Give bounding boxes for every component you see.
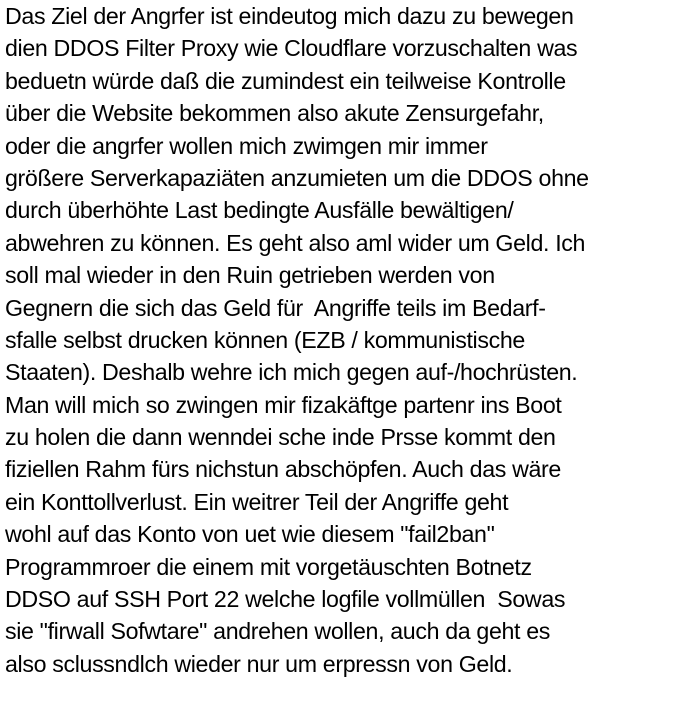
text-line-17: wohl auf das Konto von uet wie diesem "fail2ban"	[5, 521, 495, 548]
text-line-12: Staaten). Deshalb wehre ich mich gegen auf-/hochrüsten.	[5, 359, 578, 386]
text-line-18: Programmroer die einem mit vorgetäuschten Botnetz	[5, 553, 532, 580]
text-line-8: abwehren zu können. Es geht also aml wider um Geld. Ich	[5, 229, 586, 256]
text-line-9: soll mal wieder in den Ruin getrieben werden von	[5, 262, 495, 289]
text-line-2: dien DDOS Filter Proxy wie Cloudflare vorzuschalten was	[5, 35, 578, 62]
text-line-6: größere Serverkapaziäten anzumieten um die DDOS ohne	[5, 164, 589, 191]
text-line-7: durch überhöhte Last bedingte Ausfälle bewältigen/	[5, 197, 514, 224]
text-line-10: Gegnern die sich das Geld für Angriffe teils im Bedarf-	[5, 294, 546, 321]
text-line-13: Man will mich so zwingen mir fizakäftge partenr ins Boot	[5, 391, 562, 418]
text-line-16: ein Konttollverlust. Ein weitrer Teil der Angriffe geht	[5, 488, 509, 515]
document-body	[5, 0, 683, 715]
text-line-19: DDSO auf SSH Port 22 welche logfile vollmüllen Sowas	[5, 586, 566, 613]
text-line-4: über die Website bekommen also akute Zensurgefahr,	[5, 100, 544, 127]
text-line-1: Das Ziel der Angrfer ist eindeutog mich dazu zu bewegen	[5, 3, 574, 29]
text-line-21: also sclussndlch wieder nur um erpressn von Geld.	[5, 650, 513, 677]
text-line-20: sie "firwall Sofwtare" andrehen wollen, auch da geht es	[5, 618, 551, 645]
text-line-3: beduetn würde daß die zumindest ein teilweise Kontrolle	[5, 67, 566, 94]
text-line-15: fiziellen Rahm fürs nichstun abschöpfen. Auch das wäre	[5, 456, 561, 483]
text-line-11: sfalle selbst drucken können (EZB / kommunistische	[5, 326, 525, 353]
text-line-5: oder die angrfer wollen mich zwimgen mir immer	[5, 132, 488, 159]
text-line-14: zu holen die dann wenndei sche inde Prsse kommt den	[5, 424, 556, 451]
